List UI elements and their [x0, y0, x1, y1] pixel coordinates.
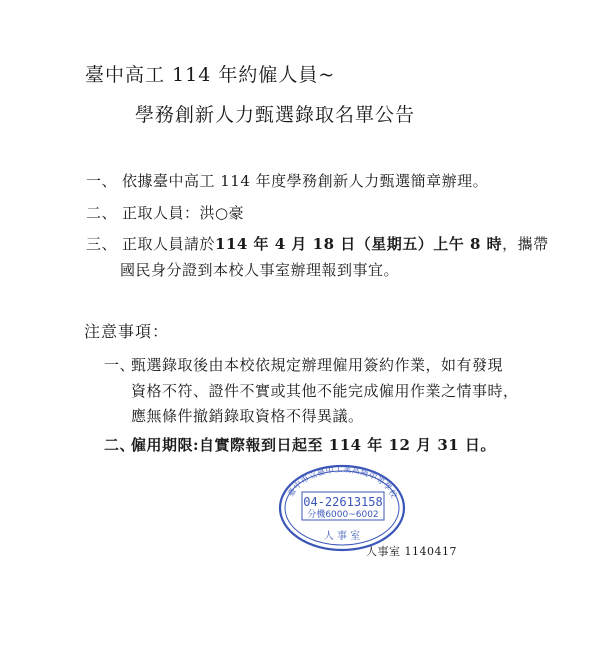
note-number: 二、	[104, 436, 136, 454]
report-datetime: 114 年 4 月 18 日（星期五）上午 8 時	[215, 235, 503, 253]
item-number: 一、	[86, 172, 118, 190]
item-text-tail: ，攜帶	[502, 235, 549, 253]
list-item-3-continuation: 國民身分證到本校人事室辦理報到事宜。	[120, 261, 400, 279]
employment-period: 僱用期限:自實際報到日起至 114 年 12 月 31 日。	[131, 436, 496, 454]
note-text-line1: 甄選錄取後由本校依規定辦理僱用簽約作業，如有發現	[131, 356, 504, 374]
note-text-line3: 應無條件撤銷錄取資格不得異議。	[131, 407, 364, 425]
list-item-3	[86, 233, 549, 254]
note-item-1	[104, 354, 503, 375]
official-seal-stamp	[276, 462, 408, 554]
notes-heading: 注意事項：	[84, 322, 170, 341]
list-item-1	[86, 170, 488, 191]
item-text: 依據臺中高工 114 年度學務創新人力甄選簡章辦理。	[122, 172, 489, 190]
item-number: 二、	[86, 204, 118, 222]
seal-extension: 分機6000~6002	[307, 510, 379, 520]
item-text: 正取人員請於	[122, 235, 216, 253]
seal-phone: 04-22613158	[303, 495, 383, 509]
signature-line: 人事室 1140417	[366, 545, 457, 558]
seal-department: 人 事 室	[323, 531, 361, 542]
seal-org-text: 臺中市立臺中工業高級中等學校	[286, 464, 399, 500]
note-item-2	[104, 434, 496, 455]
seal-icon	[276, 462, 408, 554]
note-number: 一、	[104, 356, 136, 374]
item-text: 正取人員：洪○豪	[122, 204, 245, 222]
note-text-line2: 資格不符、證件不實或其他不能完成僱用作業之情事時，	[131, 382, 519, 400]
document-title-line2: 學務創新人力甄選錄取名單公告	[135, 104, 416, 126]
document-title-line1: 臺中高工 114 年約僱人員~	[85, 64, 336, 86]
item-number: 三、	[86, 235, 118, 253]
list-item-2	[86, 202, 244, 223]
